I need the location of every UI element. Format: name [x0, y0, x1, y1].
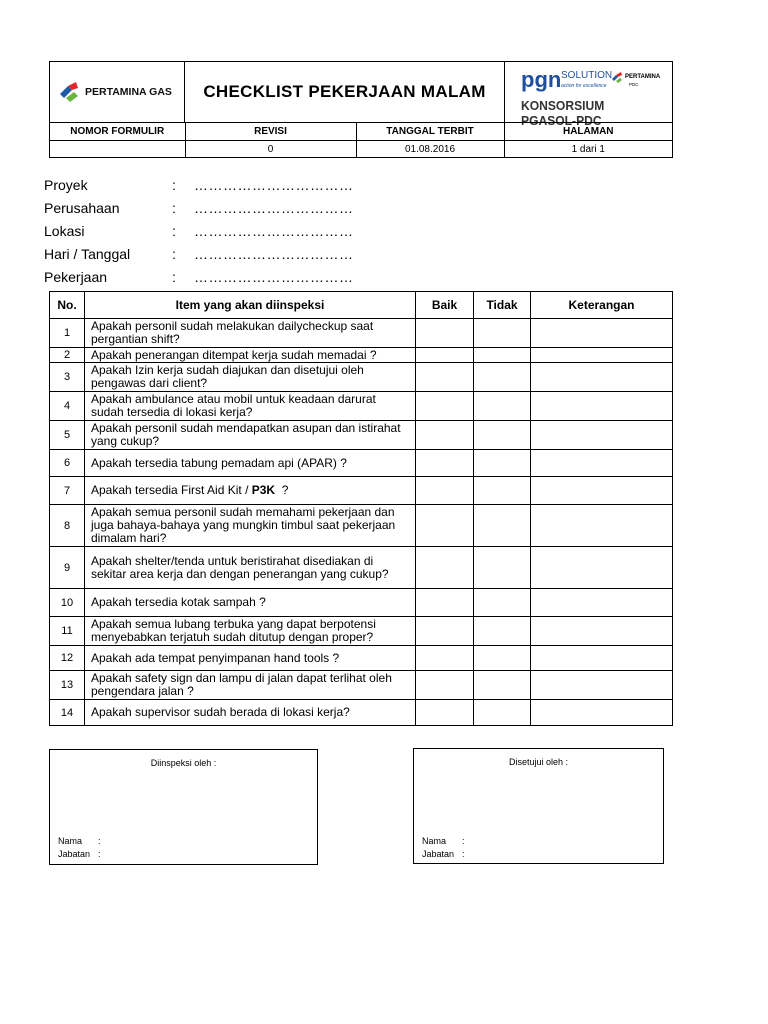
baik-cell[interactable]: [416, 505, 474, 547]
inspector-name-label: [58, 836, 101, 846]
field-hari-tanggal: [44, 242, 354, 265]
row-no: 7: [50, 477, 85, 505]
table-row: [50, 421, 673, 450]
baik-cell[interactable]: [416, 646, 474, 671]
table-row: [50, 392, 673, 421]
inspector-name-text: Nama: [58, 836, 83, 846]
row-no: 11: [50, 617, 85, 646]
tidak-cell[interactable]: [474, 392, 531, 421]
field-value[interactable]: ……………………………: [194, 199, 354, 216]
konsorsium-logo: [504, 62, 672, 128]
keterangan-cell[interactable]: [531, 646, 673, 671]
field-pekerjaan: [44, 265, 354, 288]
row-item-text: Apakah tersedia First Aid Kit /: [91, 483, 252, 497]
row-no: 14: [50, 700, 85, 726]
page-title: CHECKLIST PEKERJAAN MALAM: [203, 82, 486, 101]
pertamina-small-text: PERTAMINA: [625, 74, 661, 80]
meta-value-revisi: 0: [185, 141, 356, 159]
keterangan-cell[interactable]: [531, 450, 673, 477]
form-meta: [50, 122, 672, 158]
inspector-jabatan-colon: :: [98, 849, 101, 859]
approver-jabatan-colon: :: [462, 849, 465, 859]
field-value[interactable]: ……………………………: [194, 176, 354, 193]
approver-jabatan-label: [422, 849, 465, 859]
inspector-name-colon: :: [98, 836, 101, 846]
field-label: Lokasi: [44, 222, 85, 239]
solution-text: SOLUTION: [561, 70, 613, 81]
tagline-text: action for excellence: [561, 83, 607, 89]
field-value[interactable]: ……………………………: [194, 222, 354, 239]
tidak-cell[interactable]: [474, 450, 531, 477]
row-no: 6: [50, 450, 85, 477]
row-no: 12: [50, 646, 85, 671]
row-item: Apakah ada tempat penyimpanan hand tools ?: [85, 646, 416, 671]
row-item: Apakah personil sudah melakukan dailycheckup saat pergantian shift?: [85, 319, 416, 348]
field-colon: :: [172, 268, 176, 285]
table-row: [50, 646, 673, 671]
keterangan-cell[interactable]: [531, 505, 673, 547]
field-label: Pekerjaan: [44, 268, 108, 285]
row-item: Apakah semua lubang terbuka yang dapat berpotensi menyebabkan terjatuh sudah ditutup dengan proper?: [85, 617, 416, 646]
keterangan-cell[interactable]: [531, 392, 673, 421]
table-row: [50, 671, 673, 700]
left-logo-text-span: PERTAMINA GAS: [85, 86, 172, 98]
table-row: [50, 700, 673, 726]
field-colon: :: [172, 245, 176, 262]
baik-cell[interactable]: [416, 617, 474, 646]
baik-cell[interactable]: [416, 363, 474, 392]
col-header-tidak: Tidak: [474, 292, 531, 319]
row-no: 3: [50, 363, 85, 392]
baik-cell[interactable]: [416, 477, 474, 505]
table-row: [50, 477, 673, 505]
row-item: Apakah tersedia kotak sampah ?: [85, 589, 416, 617]
approver-jabatan-text: Jabatan: [422, 849, 455, 859]
row-no: 1: [50, 319, 85, 348]
meta-header-tanggal: TANGGAL TERBIT: [356, 123, 504, 141]
row-no: 2: [50, 348, 85, 363]
tidak-cell[interactable]: [474, 547, 531, 589]
keterangan-cell[interactable]: [531, 547, 673, 589]
field-label: Proyek: [44, 176, 88, 193]
tidak-cell[interactable]: [474, 421, 531, 450]
row-item: Apakah tersedia tabung pemadam api (APAR) ?: [85, 450, 416, 477]
approved-by-title: Disetujui oleh :: [508, 757, 569, 767]
row-no: 10: [50, 589, 85, 617]
row-no: 5: [50, 421, 85, 450]
keterangan-cell[interactable]: [531, 700, 673, 726]
info-fields: [44, 173, 354, 288]
keterangan-cell[interactable]: [531, 477, 673, 505]
inspected-by-box[interactable]: [49, 749, 318, 865]
inspected-by-title: Diinspeksi oleh :: [150, 758, 217, 768]
tidak-cell[interactable]: [474, 617, 531, 646]
col-header-item: Item yang akan diinspeksi: [85, 292, 416, 319]
col-header-baik: Baik: [416, 292, 474, 319]
meta-value-halaman: 1 dari 1: [504, 141, 672, 159]
row-item: Apakah supervisor sudah berada di lokasi kerja?: [85, 700, 416, 726]
field-colon: :: [172, 176, 176, 193]
row-item: Apakah safety sign dan lampu di jalan dapat terlihat oleh pengendara jalan ?: [85, 671, 416, 700]
keterangan-cell[interactable]: [531, 421, 673, 450]
form-header: [49, 61, 673, 158]
baik-cell[interactable]: [416, 589, 474, 617]
left-logo-text: [85, 86, 172, 98]
row-item: Apakah personil sudah mendapatkan asupan dan istirahat yang cukup?: [85, 421, 416, 450]
tidak-cell[interactable]: [474, 671, 531, 700]
field-colon: :: [172, 199, 176, 216]
row-item: Apakah penerangan ditempat kerja sudah memadai ?: [85, 348, 416, 363]
baik-cell[interactable]: [416, 348, 474, 363]
field-proyek: [44, 173, 354, 196]
tidak-cell[interactable]: [474, 363, 531, 392]
row-item: Apakah semua personil sudah memahami pekerjaan dan juga bahaya-bahaya yang mungkin timbul saat pekerjaan dimalam hari?: [85, 505, 416, 547]
row-item: Apakah shelter/tenda untuk beristirahat disediakan di sekitar area kerja dan dengan penerangan yang cukup?: [85, 547, 416, 589]
tidak-cell[interactable]: [474, 477, 531, 505]
baik-cell[interactable]: [416, 547, 474, 589]
inspector-jabatan-text: Jabatan: [58, 849, 91, 859]
tidak-cell[interactable]: [474, 319, 531, 348]
table-row: [50, 363, 673, 392]
tidak-cell[interactable]: [474, 505, 531, 547]
table-row: [50, 505, 673, 547]
keterangan-cell[interactable]: [531, 617, 673, 646]
baik-cell[interactable]: [416, 392, 474, 421]
approved-by-box[interactable]: [413, 748, 664, 864]
baik-cell[interactable]: [416, 421, 474, 450]
meta-header-nomor: NOMOR FORMULIR: [50, 123, 185, 141]
meta-header-halaman: HALAMAN: [504, 123, 672, 141]
field-colon: :: [172, 222, 176, 239]
row-item-tail: ?: [275, 483, 289, 497]
tidak-cell[interactable]: [474, 589, 531, 617]
row-item-bold: P3K: [251, 483, 276, 497]
pdc-small-text: PDC: [629, 82, 639, 87]
keterangan-cell[interactable]: [531, 589, 673, 617]
approver-name-label: [422, 836, 465, 846]
field-lokasi: [44, 219, 354, 242]
field-perusahaan: [44, 196, 354, 219]
row-no: 13: [50, 671, 85, 700]
field-label: Hari / Tanggal: [44, 245, 131, 262]
meta-value-tanggal: 01.08.2016: [356, 141, 504, 159]
inspector-jabatan-label: [58, 849, 101, 859]
pertamina-gas-logo: [50, 62, 185, 122]
approver-name-colon: :: [462, 836, 465, 846]
keterangan-cell[interactable]: [531, 319, 673, 348]
table-row: [50, 617, 673, 646]
meta-header-revisi: REVISI: [185, 123, 356, 141]
pertamina-small-logo-icon: [611, 71, 625, 85]
tidak-cell[interactable]: [474, 646, 531, 671]
table-row: [50, 348, 673, 363]
keterangan-cell[interactable]: [531, 348, 673, 363]
table-row: [50, 450, 673, 477]
tidak-cell[interactable]: [474, 700, 531, 726]
baik-cell[interactable]: [416, 450, 474, 477]
checklist-table: [49, 291, 673, 726]
field-value[interactable]: ……………………………: [194, 245, 354, 262]
col-header-no: No.: [50, 292, 85, 319]
row-item: Apakah ambulance atau mobil untuk keadaan darurat sudah tersedia di lokasi kerja?: [85, 392, 416, 421]
field-value[interactable]: ……………………………: [194, 268, 354, 285]
row-item: Apakah Izin kerja sudah diajukan dan disetujui oleh pengawas dari client?: [85, 363, 416, 392]
baik-cell[interactable]: [416, 700, 474, 726]
checklist-header-row: [50, 292, 673, 319]
pgn-logo-text: pgn: [521, 67, 562, 92]
row-item: [85, 477, 416, 505]
keterangan-cell[interactable]: [531, 363, 673, 392]
field-label: Perusahaan: [44, 199, 120, 216]
row-no: 4: [50, 392, 85, 421]
approver-name-text: Nama: [422, 836, 447, 846]
baik-cell[interactable]: [416, 319, 474, 348]
row-no: 9: [50, 547, 85, 589]
konsorsium-text: KONSORSIUM PGASOL-PDC: [521, 98, 605, 128]
col-header-keterangan: Keterangan: [531, 292, 673, 319]
keterangan-cell[interactable]: [531, 671, 673, 700]
table-row: [50, 547, 673, 589]
row-no: 8: [50, 505, 85, 547]
meta-value-nomor: [50, 141, 185, 159]
baik-cell[interactable]: [416, 671, 474, 700]
table-row: [50, 589, 673, 617]
table-row: [50, 319, 673, 348]
tidak-cell[interactable]: [474, 348, 531, 363]
